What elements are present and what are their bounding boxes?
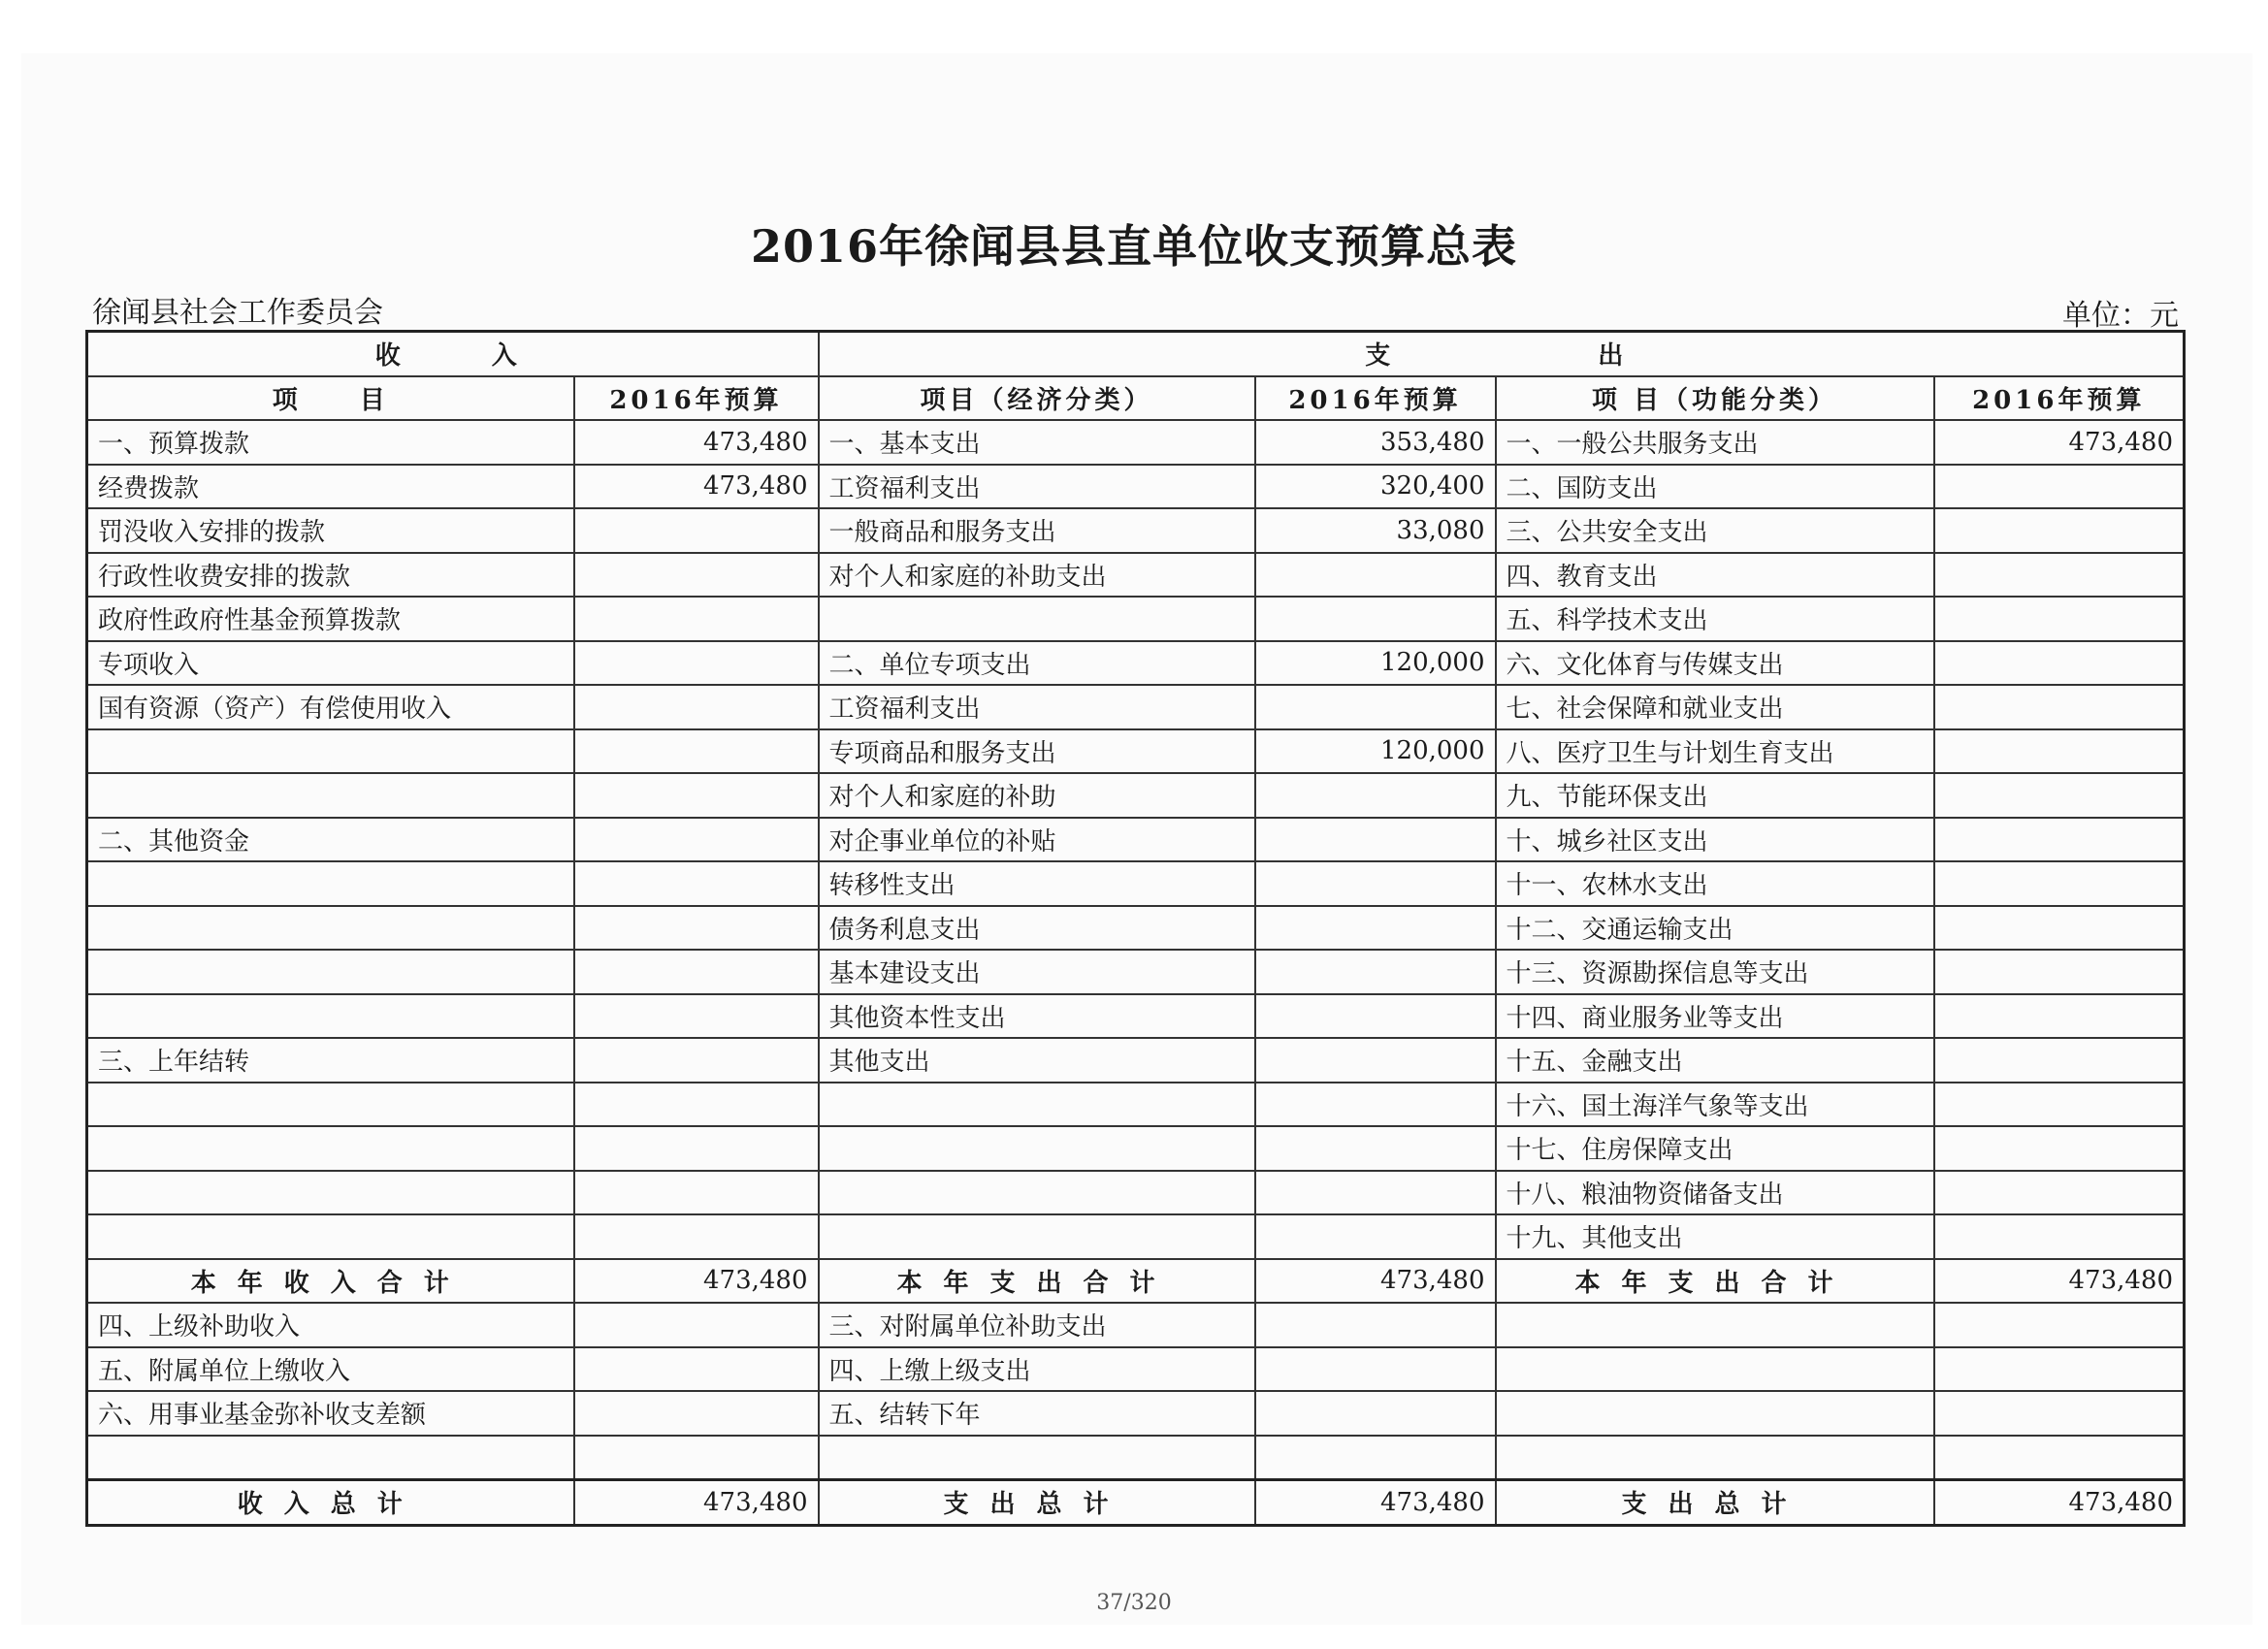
income-budget: [574, 597, 819, 641]
expense-func-item: [1496, 1436, 1934, 1480]
expense-econ-item: [819, 1214, 1255, 1259]
table-row: [87, 641, 2185, 686]
expense-func-budget: [1934, 861, 2185, 906]
grand-total-row: [87, 1480, 2185, 1526]
page-number: 37/320: [1096, 1591, 1172, 1615]
expense-econ-budget: [1255, 950, 1496, 994]
expense-econ-budget: 320,400: [1255, 465, 1496, 509]
income-budget: [574, 1171, 819, 1215]
table-row: [87, 729, 2185, 774]
income-total-label: 收入总计: [87, 1480, 574, 1526]
expense-func-budget: [1934, 641, 2185, 686]
expense-func-budget: [1934, 1391, 2185, 1436]
expense-econ-budget: [1255, 1171, 1496, 1215]
expense-func-item: [1496, 1303, 1934, 1347]
table-row: [87, 1347, 2185, 1392]
table-row: [87, 420, 2185, 465]
expense-func-item: 十八、粮油物资储备支出: [1496, 1171, 1934, 1215]
income-item: 三、上年结转: [87, 1038, 574, 1083]
table-row: [87, 1391, 2185, 1436]
col-header-econ: 项目（经济分类）: [819, 376, 1255, 421]
expense-econ-item: 一般商品和服务支出: [819, 508, 1255, 553]
expense-econ-budget: [1255, 1083, 1496, 1127]
expense-func-item: 三、公共安全支出: [1496, 508, 1934, 553]
income-budget: [574, 1038, 819, 1083]
table-row: [87, 994, 2185, 1039]
income-item: 国有资源（资产）有偿使用收入: [87, 685, 574, 729]
expense-func-item: 十二、交通运输支出: [1496, 906, 1934, 951]
expense-func-item: 二、国防支出: [1496, 465, 1934, 509]
income-item: [87, 1171, 574, 1215]
section-header-row: [87, 332, 2185, 376]
income-item: 行政性收费安排的拨款: [87, 553, 574, 598]
func-subtotal-label: 本年支出合计: [1496, 1259, 1934, 1304]
func-total-label: 支出总计: [1496, 1480, 1934, 1526]
income-item: 六、用事业基金弥补收支差额: [87, 1391, 574, 1436]
table-row: [87, 861, 2185, 906]
expense-func-budget: [1934, 950, 2185, 994]
expense-func-budget: [1934, 1083, 2185, 1127]
income-item: 专项收入: [87, 641, 574, 686]
income-budget: [574, 1303, 819, 1347]
income-budget: 473,480: [574, 465, 819, 509]
income-budget: [574, 553, 819, 598]
table-row: [87, 685, 2185, 729]
column-header-row: [87, 376, 2185, 421]
expense-econ-item: 五、结转下年: [819, 1391, 1255, 1436]
expense-econ-item: [819, 1083, 1255, 1127]
expense-func-item: [1496, 1347, 1934, 1392]
expense-econ-budget: [1255, 818, 1496, 862]
table-row: [87, 1083, 2185, 1127]
expense-econ-item: [819, 1436, 1255, 1480]
expense-func-budget: [1934, 1347, 2185, 1392]
func-subtotal-value: 473,480: [1934, 1259, 2185, 1304]
expense-econ-budget: [1255, 1391, 1496, 1436]
expense-total-label: 支出总计: [819, 1480, 1255, 1526]
expense-func-item: 五、科学技术支出: [1496, 597, 1934, 641]
expense-func-budget: [1934, 1171, 2185, 1215]
func-total-value: 473,480: [1934, 1480, 2185, 1526]
expense-func-budget: [1934, 729, 2185, 774]
col-header-budget3: 2016年预算: [1934, 376, 2185, 421]
table-row: [87, 597, 2185, 641]
expense-econ-item: [819, 597, 1255, 641]
income-budget: 473,480: [574, 420, 819, 465]
expense-func-item: [1496, 1391, 1934, 1436]
expense-func-budget: [1934, 773, 2185, 818]
expense-econ-item: 工资福利支出: [819, 465, 1255, 509]
expense-econ-budget: [1255, 773, 1496, 818]
table-row: [87, 950, 2185, 994]
expense-func-item: 九、节能环保支出: [1496, 773, 1934, 818]
expense-func-item: 十九、其他支出: [1496, 1214, 1934, 1259]
expense-func-item: 八、医疗卫生与计划生育支出: [1496, 729, 1934, 774]
unit-label: 单位：元: [2062, 299, 2179, 333]
table-row: [87, 1436, 2185, 1480]
expense-func-budget: [1934, 465, 2185, 509]
income-item: [87, 729, 574, 774]
expense-econ-item: 对企事业单位的补贴: [819, 818, 1255, 862]
expense-econ-budget: 120,000: [1255, 729, 1496, 774]
expense-econ-budget: [1255, 553, 1496, 598]
expense-func-budget: [1934, 508, 2185, 553]
income-budget: [574, 950, 819, 994]
income-subtotal-label: 本年收入合计: [87, 1259, 574, 1304]
income-budget: [574, 861, 819, 906]
income-item: 四、上级补助收入: [87, 1303, 574, 1347]
income-item: [87, 1126, 574, 1171]
income-item: [87, 1436, 574, 1480]
income-item: 五、附属单位上缴收入: [87, 1347, 574, 1392]
income-budget: [574, 508, 819, 553]
income-item: 罚没收入安排的拨款: [87, 508, 574, 553]
expense-econ-budget: [1255, 685, 1496, 729]
subtotal-row: [87, 1259, 2185, 1304]
expense-subtotal-value: 473,480: [1255, 1259, 1496, 1304]
expense-econ-item: 其他支出: [819, 1038, 1255, 1083]
table-row: [87, 1038, 2185, 1083]
income-item: [87, 950, 574, 994]
expense-func-budget: [1934, 1126, 2185, 1171]
expense-econ-budget: [1255, 994, 1496, 1039]
expense-func-item: 十一、农林水支出: [1496, 861, 1934, 906]
expense-econ-item: 四、上缴上级支出: [819, 1347, 1255, 1392]
income-section-header: 收 入: [87, 332, 819, 376]
expense-section-header: 支 出: [819, 332, 2185, 376]
expense-econ-budget: 33,080: [1255, 508, 1496, 553]
income-item: 二、其他资金: [87, 818, 574, 862]
expense-econ-item: 对个人和家庭的补助支出: [819, 553, 1255, 598]
col-header-budget2: 2016年预算: [1255, 376, 1496, 421]
expense-func-item: 六、文化体育与传媒支出: [1496, 641, 1934, 686]
expense-econ-budget: [1255, 1347, 1496, 1392]
income-budget: [574, 1347, 819, 1392]
table-row: [87, 1126, 2185, 1171]
expense-econ-budget: [1255, 1303, 1496, 1347]
expense-func-item: 四、教育支出: [1496, 553, 1934, 598]
income-item: [87, 1083, 574, 1127]
expense-func-budget: [1934, 818, 2185, 862]
table-row: [87, 465, 2185, 509]
expense-func-item: 十四、商业服务业等支出: [1496, 994, 1934, 1039]
col-header-budget: 2016年预算: [574, 376, 819, 421]
expense-func-budget: [1934, 994, 2185, 1039]
income-item: 一、预算拨款: [87, 420, 574, 465]
expense-econ-item: 一、基本支出: [819, 420, 1255, 465]
table-row: [87, 508, 2185, 553]
table-row: [87, 1303, 2185, 1347]
income-budget: [574, 1126, 819, 1171]
expense-func-item: 十六、国土海洋气象等支出: [1496, 1083, 1934, 1127]
expense-econ-item: [819, 1126, 1255, 1171]
expense-econ-item: 专项商品和服务支出: [819, 729, 1255, 774]
expense-econ-item: 债务利息支出: [819, 906, 1255, 951]
income-budget: [574, 1391, 819, 1436]
expense-func-item: 七、社会保障和就业支出: [1496, 685, 1934, 729]
expense-econ-item: 三、对附属单位补助支出: [819, 1303, 1255, 1347]
table-row: [87, 1214, 2185, 1259]
income-item: 政府性政府性基金预算拨款: [87, 597, 574, 641]
income-budget: [574, 994, 819, 1039]
expense-econ-budget: [1255, 1436, 1496, 1480]
income-total-value: 473,480: [574, 1480, 819, 1526]
expense-func-item: 十五、金融支出: [1496, 1038, 1934, 1083]
income-item: [87, 861, 574, 906]
expense-func-budget: [1934, 1303, 2185, 1347]
income-budget: [574, 818, 819, 862]
expense-econ-budget: [1255, 1214, 1496, 1259]
expense-func-budget: [1934, 1038, 2185, 1083]
income-subtotal-value: 473,480: [574, 1259, 819, 1304]
table-row: [87, 553, 2185, 598]
expense-func-budget: [1934, 906, 2185, 951]
income-budget: [574, 729, 819, 774]
col-header-func: 项 目（功能分类）: [1496, 376, 1934, 421]
expense-econ-item: 转移性支出: [819, 861, 1255, 906]
table-row: [87, 818, 2185, 862]
expense-func-budget: [1934, 1214, 2185, 1259]
expense-econ-budget: [1255, 1126, 1496, 1171]
income-budget: [574, 1083, 819, 1127]
expense-econ-budget: [1255, 1038, 1496, 1083]
expense-func-item: 十、城乡社区支出: [1496, 818, 1934, 862]
income-budget: [574, 685, 819, 729]
income-budget: [574, 906, 819, 951]
expense-func-budget: [1934, 553, 2185, 598]
organization-name: 徐闻县社会工作委员会: [92, 296, 383, 330]
table-row: [87, 906, 2185, 951]
expense-func-budget: [1934, 685, 2185, 729]
expense-econ-item: [819, 1171, 1255, 1215]
table-row: [87, 773, 2185, 818]
income-budget: [574, 773, 819, 818]
expense-econ-item: 其他资本性支出: [819, 994, 1255, 1039]
expense-econ-budget: 353,480: [1255, 420, 1496, 465]
expense-func-budget: [1934, 1436, 2185, 1480]
expense-func-item: 一、一般公共服务支出: [1496, 420, 1934, 465]
expense-econ-item: 工资福利支出: [819, 685, 1255, 729]
page-title: 2016年徐闻县县直单位收支预算总表: [750, 220, 1518, 273]
expense-econ-item: 二、单位专项支出: [819, 641, 1255, 686]
expense-econ-item: 基本建设支出: [819, 950, 1255, 994]
income-item: [87, 994, 574, 1039]
expense-econ-item: 对个人和家庭的补助: [819, 773, 1255, 818]
expense-econ-budget: [1255, 906, 1496, 951]
income-budget: [574, 641, 819, 686]
col-header-item: 项 目: [87, 376, 574, 421]
income-budget: [574, 1436, 819, 1480]
income-budget: [574, 1214, 819, 1259]
income-item: 经费拨款: [87, 465, 574, 509]
budget-table: [85, 330, 2186, 1527]
expense-func-budget: [1934, 597, 2185, 641]
expense-subtotal-label: 本年支出合计: [819, 1259, 1255, 1304]
expense-func-item: 十七、住房保障支出: [1496, 1126, 1934, 1171]
expense-econ-budget: [1255, 597, 1496, 641]
expense-total-value: 473,480: [1255, 1480, 1496, 1526]
income-item: [87, 906, 574, 951]
expense-func-budget: 473,480: [1934, 420, 2185, 465]
expense-econ-budget: 120,000: [1255, 641, 1496, 686]
table-row: [87, 1171, 2185, 1215]
expense-econ-budget: [1255, 861, 1496, 906]
expense-func-item: 十三、资源勘探信息等支出: [1496, 950, 1934, 994]
income-item: [87, 1214, 574, 1259]
income-item: [87, 773, 574, 818]
